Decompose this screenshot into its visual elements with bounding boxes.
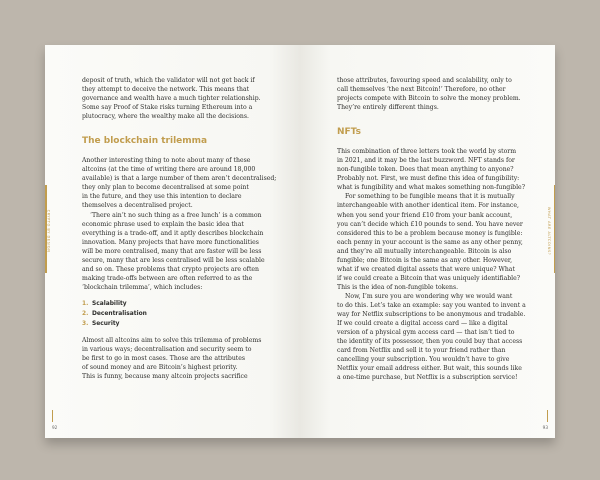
text-line: when you send your friend £10 from your bank account, xyxy=(337,211,513,219)
text-line: each penny in your account is the same as any other penny, xyxy=(337,238,523,246)
list-label: Scalability xyxy=(92,300,127,307)
page-number-block xyxy=(52,410,57,430)
list-number: 1. xyxy=(82,300,89,307)
text-line: This combination of three letters took the world by storm xyxy=(337,148,517,156)
page-number: 93 xyxy=(542,425,548,430)
text-line: version of a physical gym access card — that isn’t tied to xyxy=(337,329,515,337)
text-line: Probably not. First, we must define this idea of fungibility: xyxy=(337,175,520,183)
text-line: Now, I’m sure you are wondering why we would want xyxy=(345,292,513,300)
text-line: governance and wealth have a much tighter relationship. xyxy=(82,95,261,103)
running-head: CRYPTO BY DESIGN xyxy=(46,209,51,253)
text-line: everything is a trade-off, and it aptly describes blockchain xyxy=(82,229,264,237)
text-line: considered this to be a problem because money is fungible: xyxy=(337,229,523,237)
book-spread xyxy=(45,45,555,438)
page-number: 92 xyxy=(52,425,58,430)
text-line: secure, many that are less centralised will be less scalable xyxy=(82,256,265,264)
section-heading: The blockchain trilemma xyxy=(82,136,208,147)
text-line: projects compete with Bitcoin to solve the money problem. xyxy=(337,95,521,103)
text-line: fungible; one Bitcoin is the same as any other. However, xyxy=(337,256,513,264)
left-page-text xyxy=(82,76,278,381)
text-line: ‘There ain’t no such thing as a free lunch’ is a common xyxy=(90,211,262,219)
text-line: in 2021, and it may be the last buzzword. NFT stands for xyxy=(337,157,515,165)
text-line: themselves a decentralised project. xyxy=(82,202,193,210)
text-line: cancelling your subscription. You wouldn’t have to give xyxy=(337,356,510,364)
list-number: 2. xyxy=(82,310,89,317)
text-line: They’re entirely different things. xyxy=(337,104,439,112)
right-page xyxy=(300,45,555,438)
text-line: and so on. These problems that crypto projects are often xyxy=(82,265,260,273)
folio-rule xyxy=(52,410,53,422)
text-line: deposit of truth, which the validator will not get back if xyxy=(82,77,255,84)
text-line: ‘blockchain trilemma’, which includes: xyxy=(82,283,203,291)
text-line: will be more centralised, many that are faster will be less xyxy=(82,247,262,255)
list-item xyxy=(82,299,278,309)
left-page xyxy=(45,45,300,438)
text-line: interchangeable with another identical item. For instance, xyxy=(337,202,519,210)
folio-rule xyxy=(547,410,548,422)
text-line: be first to go in most cases. Those are the attributes xyxy=(82,355,246,363)
text-line: the identity of its possessor, then you could buy that access xyxy=(337,338,523,346)
text-line: they attempt to deceive the network. This means that xyxy=(82,86,250,94)
text-line: If we could create a digital access card — like a digital xyxy=(337,320,508,328)
text-line: This is funny, because many altcoin projects sacrifice xyxy=(82,373,248,381)
text-line: innovation. Many projects that have more functionalities xyxy=(82,238,259,246)
list-label: Decentralisation xyxy=(92,310,147,317)
text-line: those attributes, favouring speed and scalability, only to xyxy=(337,77,512,84)
text-line: and they’re all mutually interchangeable. Bitcoin is also xyxy=(337,247,512,255)
text-line: available) is that a large number of them aren’t decentralised; xyxy=(82,175,277,183)
right-page-text xyxy=(337,76,533,382)
chapter-tab-bar xyxy=(554,185,556,273)
text-line: plutocracy, where the wealthy make all the decisions. xyxy=(82,113,249,121)
text-line: to do this. Let’s take an example: say you wanted to invent a xyxy=(337,301,526,309)
page-number-block xyxy=(543,410,548,430)
text-line: Another interesting thing to note about many of these xyxy=(82,157,251,165)
list-item xyxy=(82,309,278,319)
trilemma-list xyxy=(82,299,278,329)
text-line: way for Netflix subscriptions to be anonymous and tradable. xyxy=(337,311,526,319)
list-label: Security xyxy=(92,320,120,327)
list-number: 3. xyxy=(82,320,89,327)
text-line: Some say Proof of Stake risks turning Ethereum into a xyxy=(82,104,253,112)
text-line: of sound money and are Bitcoin’s highest priority. xyxy=(82,364,238,372)
section-heading: NFTs xyxy=(337,127,361,138)
text-line: altcoins (at the time of writing there are around 18,000 xyxy=(82,166,256,174)
text-line: non-fungible token. Does that mean anything to anyone? xyxy=(337,166,514,174)
text-line: what is fungibility and what makes something non-fungible? xyxy=(337,184,525,192)
text-line: economic phrase used to explain the basic idea that xyxy=(82,220,244,228)
text-line: you can’t decide which £10 pounds to send. You have never xyxy=(337,220,523,228)
text-line: Almost all altcoins aim to solve this trilemma of problems xyxy=(82,336,262,344)
text-line: card from Netflix and sell it to your friend rather than xyxy=(337,347,506,355)
text-line: if we could create a Bitcoin that was uniquely identifiable? xyxy=(337,274,521,282)
text-line: call themselves ‘the next Bitcoin!’ Therefore, no other xyxy=(337,86,506,94)
text-line: For something to be fungible means that it is mutually xyxy=(345,193,515,201)
text-line: in various ways; decentralisation and security seem to xyxy=(82,345,252,353)
text-line: in the future, and they use this intention to declare xyxy=(82,193,242,201)
text-line: a one-time purchase, but Netflix is a subscription service! xyxy=(337,374,518,382)
text-line: making trade-offs between are often referred to as the xyxy=(82,274,253,282)
running-head: WHAT ARE ALTCOINS? xyxy=(546,206,551,256)
text-line: This is the idea of non-fungible tokens. xyxy=(337,283,459,291)
text-line: Netflix your email address either. But wait, this sounds like xyxy=(337,365,522,373)
text-line: they only plan to become decentralised at some point xyxy=(82,184,249,192)
text-line: what if we created digital assets that were unique? What xyxy=(337,265,515,273)
list-item xyxy=(82,319,278,329)
